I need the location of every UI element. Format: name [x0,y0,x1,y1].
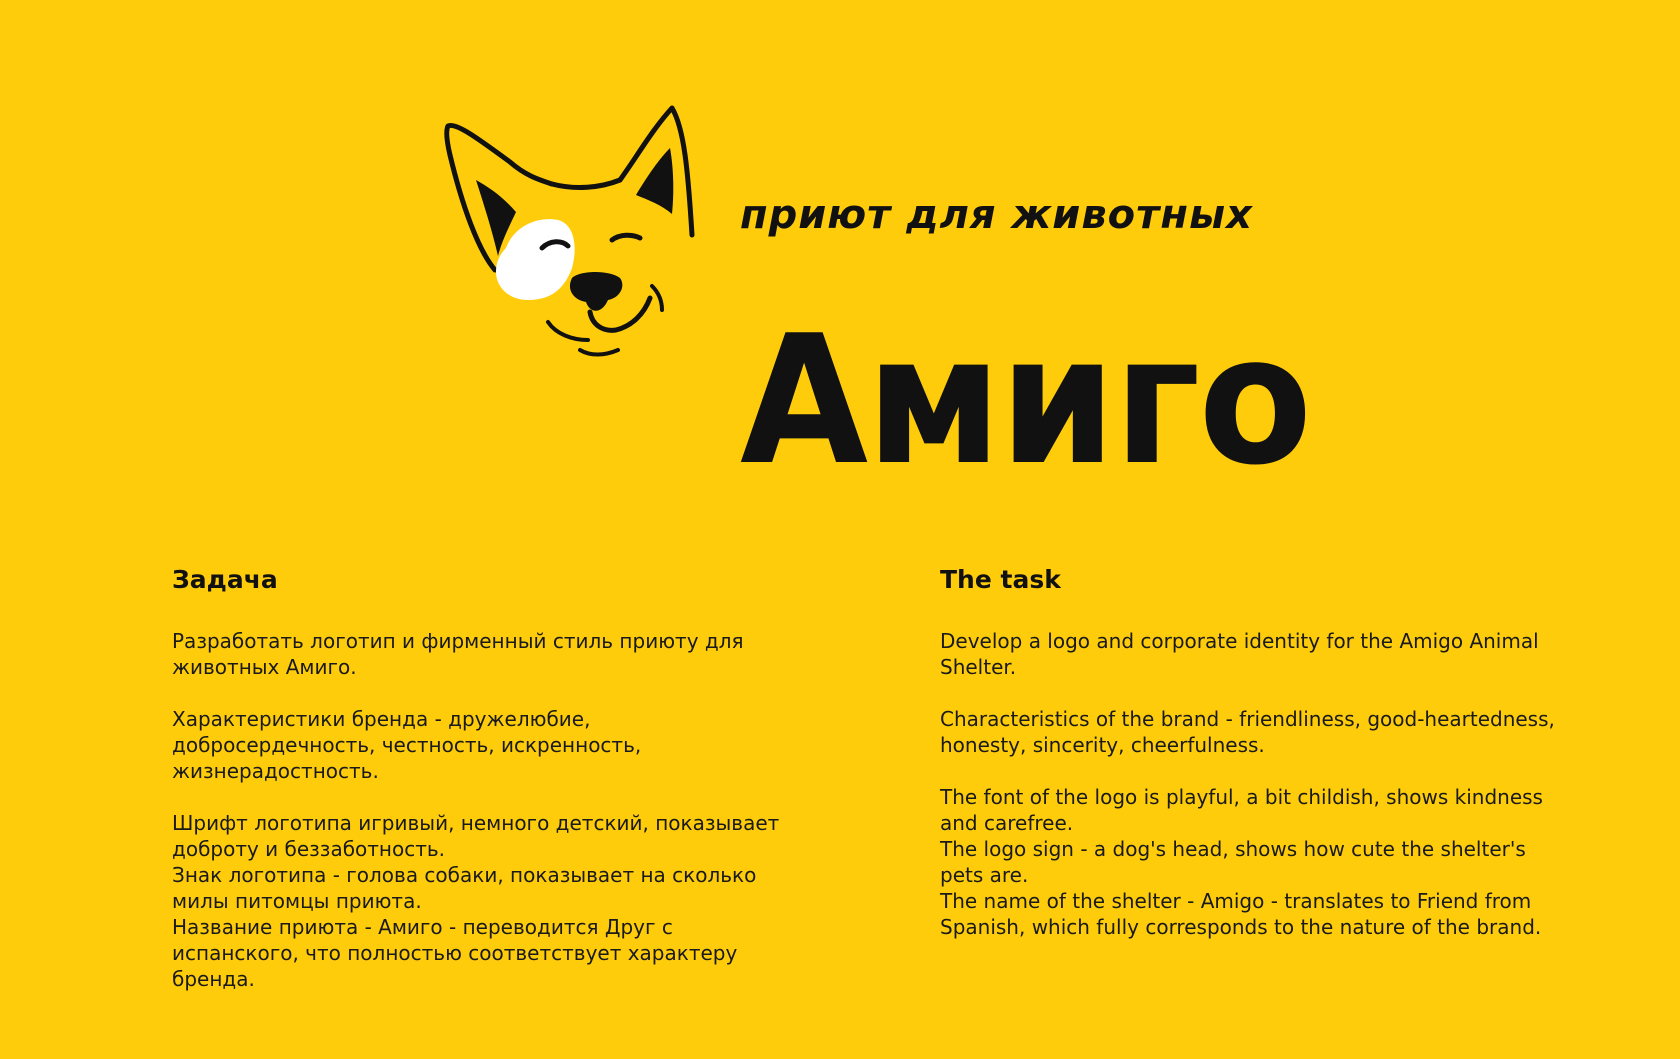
logo-tagline: приют для животных [740,192,1253,238]
paragraph: The name of the shelter - Amigo - translates to Friend from Spanish, which fully corresponds to the nature of the brand. [940,889,1542,939]
dog-head-icon [440,100,710,390]
paragraph: Характеристики бренда - дружелюбие, доброcердечность, честность, искренность, жизнерадостность. [172,707,642,783]
paragraph: Название приюта - Амиго - переводится Друг с испанского, что полностью соответствует характеру бренда. [172,915,738,991]
section-heading: The task [940,565,1061,594]
paragraph: Знак логотипа - голова собаки, показывает на сколько милы питомцы приюта. [172,863,757,913]
task-section-english [940,562,1560,940]
paragraph: The logo sign - a dog's head, shows how cute the shelter's pets are. [940,837,1526,887]
task-section-russian [172,562,792,992]
paragraph: The font of the logo is playful, a bit childish, shows kindness and carefree. [940,785,1543,835]
logo [440,100,1311,504]
paragraph: Characteristics of the brand - friendliness, good-heartedness, honesty, sincerity, cheerfulness. [940,707,1555,757]
logo-wordmark: Амиго [740,297,1311,504]
paragraph: Разработать логотип и фирменный стиль приюту для животных Амиго. [172,629,744,679]
paragraph: Шрифт логотипа игривый, немного детский, показывает доброту и беззаботность. [172,811,780,861]
paragraph: Develop a logo and corporate identity for the Amigo Animal Shelter. [940,629,1539,679]
section-heading: Задача [172,565,278,594]
